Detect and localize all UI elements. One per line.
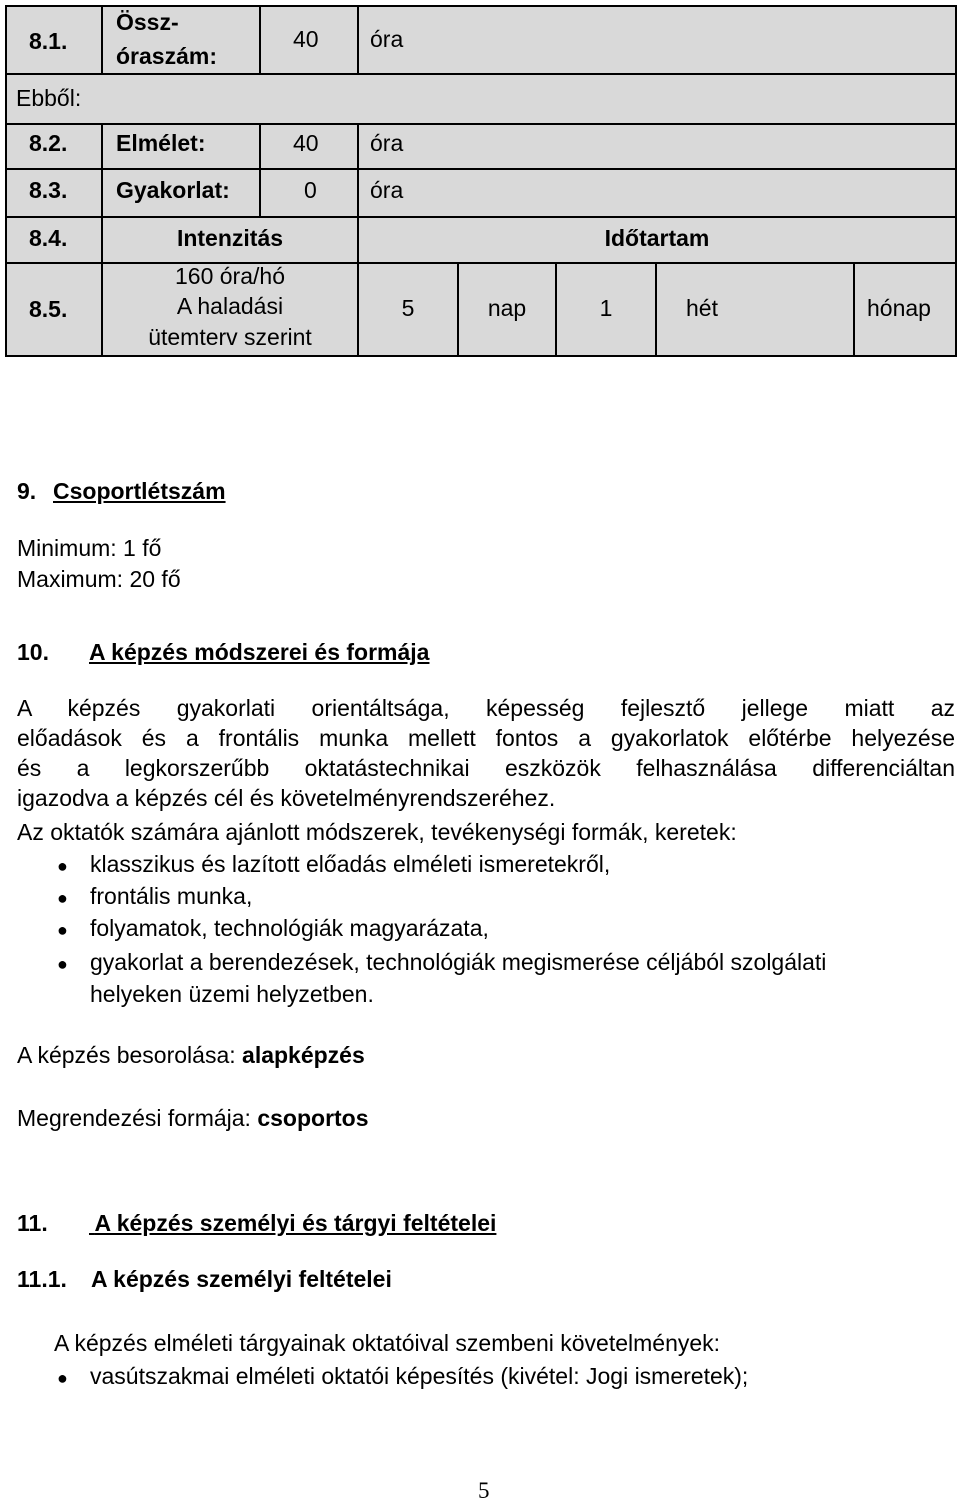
order-form: [17, 1105, 369, 1132]
total-hours-value: 40: [293, 26, 319, 52]
days-value: 5: [401, 295, 415, 321]
row-number: 8.1.: [29, 28, 68, 54]
section-11-number: 11.: [17, 1210, 48, 1236]
bullet-icon: ●: [57, 1368, 68, 1388]
intensity-line1: 160 óra/hó: [175, 263, 285, 289]
practice-label: Gyakorlat:: [116, 177, 230, 203]
method-item: klasszikus és lazított előadás elméleti ismeretekről,: [90, 851, 611, 877]
row-number: 8.3.: [29, 177, 68, 203]
of-which-label: Ebből:: [16, 85, 82, 111]
method-item: frontális munka,: [90, 883, 253, 909]
duration-header: Időtartam: [604, 225, 710, 251]
total-hours-label-line1: Össz-: [116, 9, 179, 35]
order-form-label: Megrendezési formája:: [17, 1105, 258, 1131]
classification-label: A képzés besorolása:: [17, 1042, 243, 1068]
training-classification: [17, 1042, 365, 1069]
section-11-heading-text: A képzés személyi és tárgyi feltételei: [94, 1210, 497, 1236]
intensity-line3: ütemterv szerint: [148, 324, 312, 350]
total-hours-unit: óra: [370, 26, 404, 52]
section-11-1-heading: A képzés személyi feltételei: [91, 1266, 392, 1292]
section-11-heading: [89, 1210, 496, 1237]
method-item: folyamatok, technológiák magyarázata,: [90, 915, 489, 941]
paragraph-line: előadások és a frontális munka mellett fontos a gyakorlatok előtérbe helyezése: [17, 725, 955, 751]
paragraph-line: és a legkorszerűbb oktatástechnikai eszközök felhasználása differenciáltan: [17, 755, 955, 781]
row-number: 8.2.: [29, 130, 68, 156]
group-maximum: Maximum: 20 fő: [17, 566, 181, 592]
practice-hours-value: 0: [304, 177, 317, 203]
total-hours-label-line2: óraszám:: [116, 43, 217, 69]
section-9-number: 9.: [17, 478, 37, 504]
requirements-intro: A képzés elméleti tárgyainak oktatóival szembeni követelmények:: [54, 1330, 721, 1356]
methods-intro: Az oktatók számára ajánlott módszerek, tevékenységi formák, keretek:: [17, 819, 737, 845]
bullet-icon: ●: [57, 954, 68, 974]
intensity-line2: A haladási: [176, 293, 284, 319]
section-10-heading: A képzés módszerei és formája: [89, 639, 430, 665]
days-unit: nap: [487, 295, 527, 321]
section-10-number: 10.: [17, 639, 49, 665]
bullet-icon: ●: [57, 856, 68, 876]
theory-hours-value: 40: [293, 130, 319, 156]
theory-hours-unit: óra: [370, 130, 404, 156]
weeks-unit: hét: [686, 295, 718, 321]
months-unit: hónap: [867, 295, 931, 321]
classification-value: alapképzés: [242, 1042, 365, 1068]
row-number: 8.5.: [29, 296, 68, 322]
section-11-1-number: 11.1.: [17, 1266, 67, 1292]
row-number: 8.4.: [29, 225, 68, 251]
practice-hours-unit: óra: [370, 177, 404, 203]
group-minimum: Minimum: 1 fő: [17, 535, 162, 561]
bullet-icon: ●: [57, 888, 68, 908]
paragraph-line: A képzés gyakorlati orientáltsága, képesség fejlesztő jellege miatt az: [17, 695, 955, 721]
page-number: 5: [478, 1478, 490, 1503]
method-item-continuation: helyeken üzemi helyzetben.: [90, 981, 374, 1007]
order-form-value: csoportos: [257, 1105, 369, 1131]
paragraph-line: igazodva a képzés cél és követelményrendszeréhez.: [17, 785, 556, 811]
method-item: gyakorlat a berendezések, technológiák megismerése céljából szolgálati: [90, 949, 827, 975]
bullet-icon: ●: [57, 920, 68, 940]
requirement-item: vasútszakmai elméleti oktatói képesítés (kivétel: Jogi ismeretek);: [90, 1363, 749, 1389]
weeks-value: 1: [599, 295, 613, 321]
section-9-heading: Csoportlétszám: [53, 478, 226, 504]
intensity-header: Intenzitás: [176, 225, 284, 251]
course-hours-table: [5, 5, 957, 357]
theory-label: Elmélet:: [116, 130, 206, 156]
